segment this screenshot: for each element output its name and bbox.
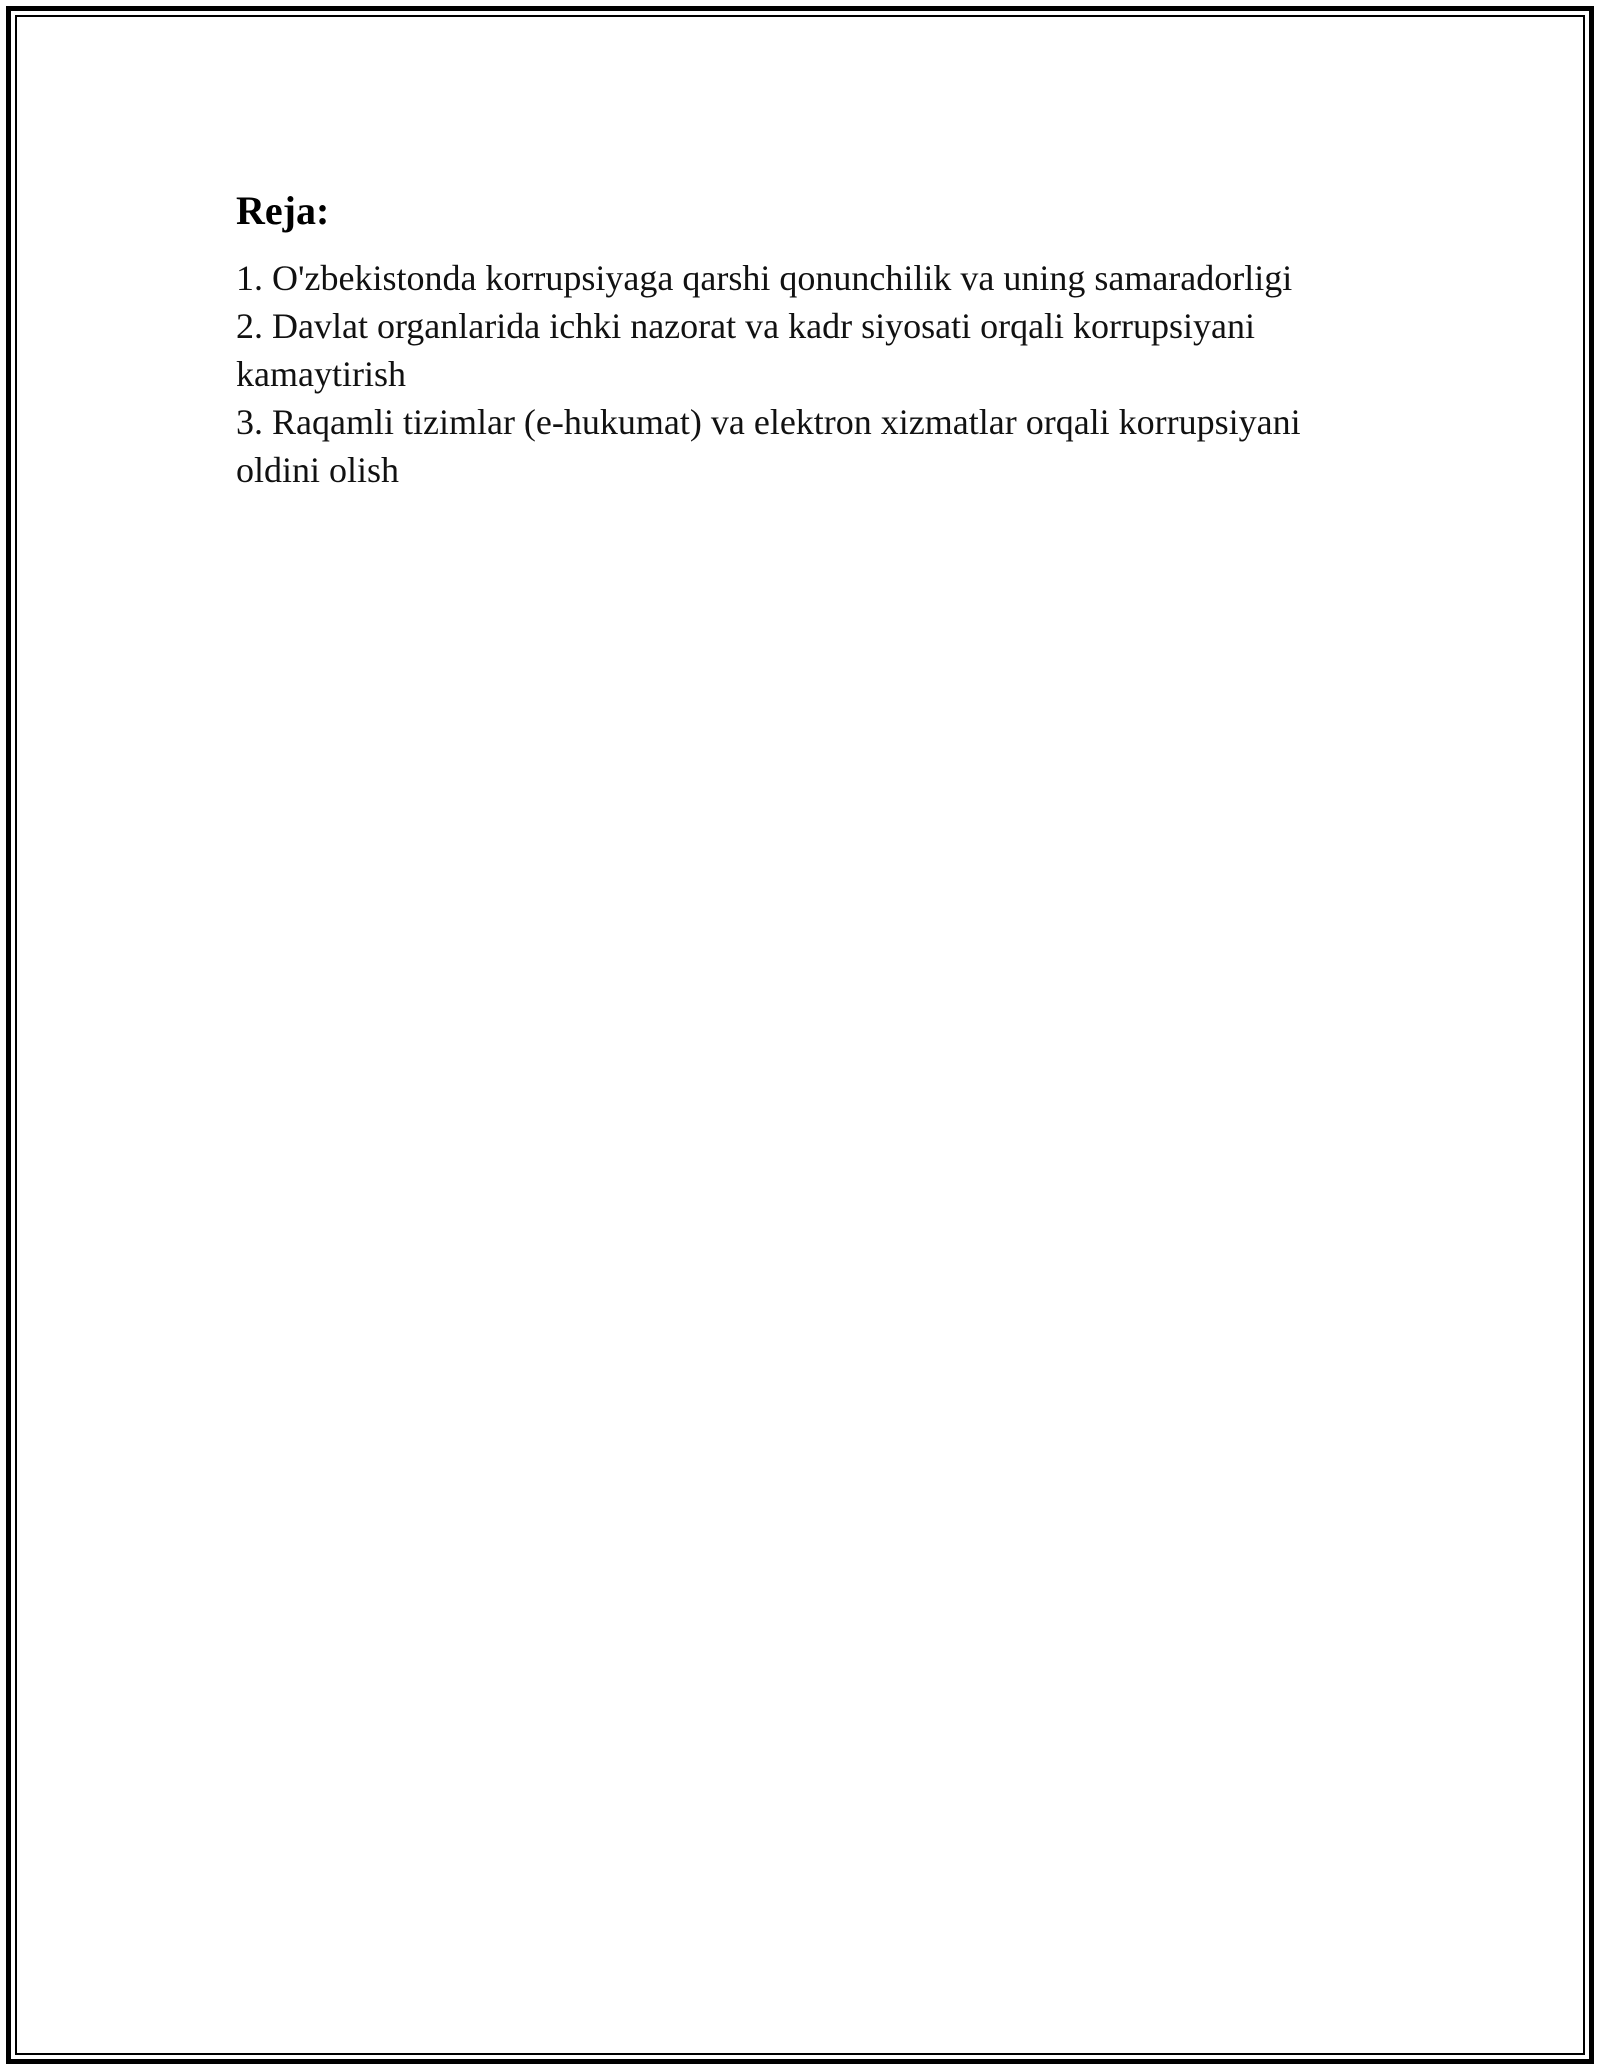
plan-list <box>236 254 1366 494</box>
plan-item-2: 2. Davlat organlarida ichki nazorat va kadr siyosati orqali korrupsiyani kamaytirish <box>236 306 1256 394</box>
plan-item-1: 1. O'zbekistonda korrupsiyaga qarshi qonunchilik va uning samaradorligi <box>236 258 1293 298</box>
page-title: Reja: <box>236 188 330 233</box>
plan-item-3: 3. Raqamli tizimlar (e-hukumat) va elektron xizmatlar orqali korrupsiyani oldini olish <box>236 402 1301 490</box>
page-content <box>236 186 1366 494</box>
